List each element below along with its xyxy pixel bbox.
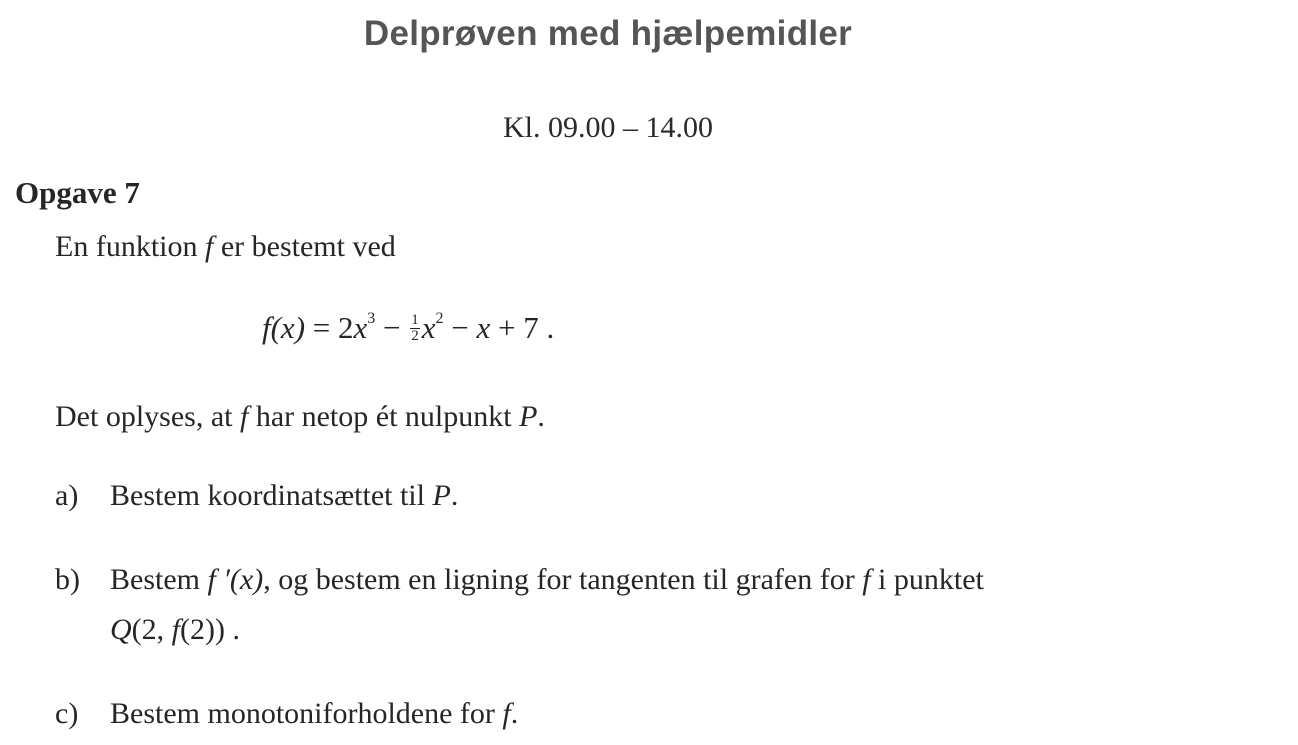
task-intro [55,230,396,264]
question-b-coords-a: (2, [131,613,172,646]
question-b-text-after: i punktet [870,563,984,596]
question-c-function-symbol: f [502,697,511,730]
formula-x1: x [353,310,368,345]
formula-x2: x [421,310,436,345]
formula-exp1: 3 [367,310,376,327]
formula-tail: + 7 . [490,310,555,345]
formula-fraction [410,313,420,344]
formula-lhs: f(x) [262,310,306,345]
question-a-marker: a) [55,479,79,512]
question-b-coords-b: (2)) . [180,613,240,646]
question-c-end: . [510,697,519,730]
info-point: P [519,400,538,433]
info-text-end: . [537,400,545,433]
info-function-symbol: f [239,400,249,433]
formula-exp2: 2 [435,310,444,327]
question-a-text: Bestem koordinatsættet til [110,479,433,512]
question-c-marker: c) [55,697,79,730]
fraction-numerator: 1 [411,312,419,329]
formula-minus2: − [443,310,477,345]
question-a [55,479,458,513]
task-info [55,400,545,434]
question-b [55,563,984,597]
question-a-end: . [450,479,459,512]
question-b-derivative: f ′(x) [207,563,264,596]
exam-time: Kl. 09.00 – 14.00 [503,111,713,144]
formula-minus1: − [375,310,409,345]
page-title: Delprøven med hjælpemidler [363,14,853,53]
function-formula [262,310,554,346]
question-c [55,697,518,731]
question-b-point-q: Q [110,613,132,646]
fraction-denominator: 2 [411,328,419,345]
question-b-line2 [110,613,240,647]
question-b-text-middle: , og bestem en ligning for tangenten til grafen for [263,563,863,596]
formula-x3: x [476,310,491,345]
info-text-before: Det oplyses, at [55,400,240,433]
info-text-middle: har netop ét nulpunkt [248,400,520,433]
question-b-function-symbol: f [862,563,871,596]
question-b-text-before: Bestem [110,563,208,596]
intro-text-before: En funktion [55,230,205,263]
function-symbol: f [205,230,214,263]
question-b-marker: b) [55,563,80,596]
intro-text-after: er bestemt ved [213,230,396,263]
question-a-point: P [432,479,451,512]
formula-eq: = 2 [305,310,354,345]
question-c-text: Bestem monotoniforholdene for [110,697,503,730]
task-heading: Opgave 7 [15,175,140,210]
question-b-coords-f: f [171,613,181,646]
